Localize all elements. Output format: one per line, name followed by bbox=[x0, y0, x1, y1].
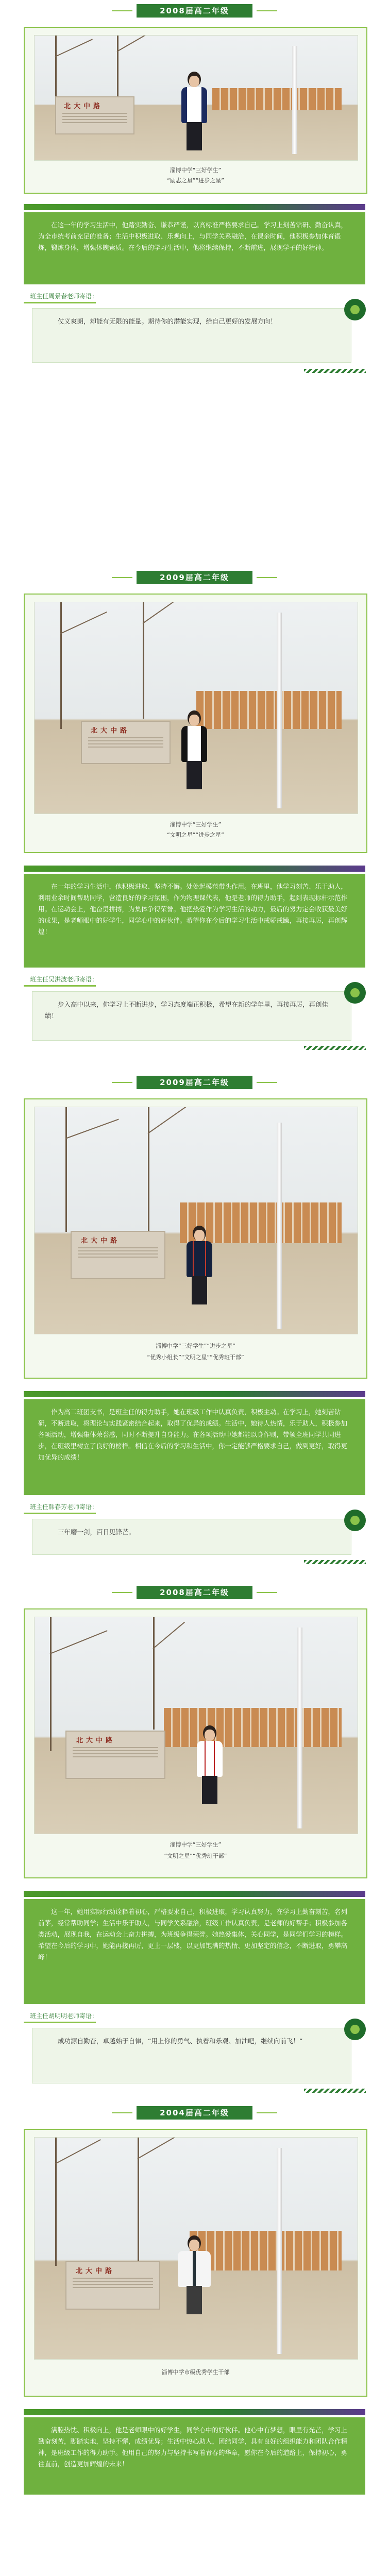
student-figure bbox=[179, 1226, 220, 1308]
photo-caption-line-1: 淄博中学市级优秀学生干部 bbox=[161, 2369, 230, 2376]
student-photo: 北大中路 bbox=[34, 35, 358, 161]
stripe-decoration bbox=[304, 1046, 366, 1050]
student-photo: 北大中路 bbox=[34, 602, 358, 814]
photo-caption-line-1: 淄博中学“三好学生” bbox=[170, 167, 222, 174]
intro-paragraph: 作为高二班团支书，是班主任的得力助手，她在班级工作中认真负责，积极主动。在学习上，她刻苦钻研，不断进取，将理论与实践紧密结合起来，取得了优异的成绩。生活中，她待人热情，乐于助人，积极参加各项活动，增强集体荣誉感，同时不断提升自身能力。在各项活动中她都能以身作则，带领全班同学共同进步，在班级里树立了良好的榜样。相信在今后的学习和生活中，你一定能够严格要求自己，做到更好，取得更加优异的成绩！ bbox=[24, 1399, 365, 1495]
intro-paragraph: 在一年的学习生活中，他积极进取、坚持不懈。处处起模范带头作用。在班里，他学习刻苦、乐于助人，利用业余时间帮助同学，营造良好的学习氛围，作为物理课代表，他是老师的得力助手，起到表现标杆示范作用。在运动会上，他奋勇拼搏，为集体争得荣誉。他把热爱作为学习生活的动力，最后的努力定会收获最美好的成果，是老师眼中的好学生，同学心中的好伙伴。希望你在今后的学习生活中戒骄戒躁，再接再厉，再创辉煌！ bbox=[24, 874, 365, 968]
stripe-decoration bbox=[304, 369, 366, 373]
photo-caption-line-1: 淄博中学“三好学生”“进步之星” bbox=[156, 1343, 235, 1349]
photo-card bbox=[24, 594, 367, 853]
divider-bar bbox=[24, 204, 365, 210]
section-title: 2004届高二年级 bbox=[137, 2106, 252, 2120]
student-photo: 北大中路 bbox=[34, 1617, 358, 1834]
comment-label: 班主任周景春老师寄语： bbox=[30, 293, 98, 300]
student-figure bbox=[168, 2235, 220, 2333]
student-figure bbox=[189, 1725, 230, 1808]
intro-paragraph: 在这一年的学习生活中，他踏实勤奋、谦恭严谨，以高标准严格要求自己。学习上刻苦钻研、勤奋认真，为全市统考前充足的准备；生活中积极进取、乐观向上，与同学关系融洽，在课余时间，他积极参加体育锻炼，锻炼身体，增强体魄素质。在今后的学习生活中，他将继续保持，不断前进，展现学子的好精神。 bbox=[24, 212, 365, 284]
student-photo: 北大中路 bbox=[34, 2137, 358, 2360]
student-figure bbox=[174, 72, 215, 154]
intro-paragraph: 这一年，她用实际行动诠释着初心，严格要求自己，积极进取，学习认真努力，在学习上勤奋刻苦，名列前茅，经常帮助同学；生活中乐于助人，与同学关系融洽，班级工作认真负责，是老师的好帮手；积极参加各类活动，展现自我，在运动会上奋力拼搏，为班级争得荣誉。她热爱集体，关心同学，是同学们学习的榜样。希望在今后的学习中，她能再接再厉，更上一层楼，以更加饱满的热情、更加坚定的信念，不断进取，勇攀高峰！ bbox=[24, 1899, 365, 2004]
divider-bar bbox=[24, 866, 365, 872]
student-figure bbox=[174, 710, 215, 793]
photo-card bbox=[24, 1098, 367, 1379]
comment-dot-icon bbox=[344, 982, 366, 1004]
divider-bar bbox=[24, 1391, 365, 1397]
photo-caption-line-1: 淄博中学“三好学生” bbox=[170, 1841, 222, 1848]
teacher-comment: 三年磨一剑，百日见锋芒。 bbox=[32, 1519, 351, 1555]
teacher-comment: 成功源自勤奋，卓越始于自律，“用上你的勇气、执着和乐观、加油吧，继续向前飞！” bbox=[32, 2028, 351, 2083]
comment-dot-icon bbox=[344, 1510, 366, 1531]
section-title: 2008届高二年级 bbox=[137, 4, 252, 18]
comment-dot-icon bbox=[344, 299, 366, 320]
accent-line bbox=[24, 302, 96, 303]
accent-line bbox=[24, 985, 96, 987]
teacher-comment: 仗义爽朗，却能有无限的能量。期待你的潜能实现，给自己更好的发展方向！ bbox=[32, 308, 351, 363]
divider-bar bbox=[24, 1891, 365, 1897]
photo-caption-line-2: “优秀小组长”“文明之星”“优秀班干部” bbox=[147, 1354, 244, 1361]
photo-caption-line-1: 淄博中学“三好学生” bbox=[170, 821, 222, 828]
photo-caption-line-2: “文明之星”“进步之星” bbox=[167, 832, 224, 838]
intro-paragraph: 满腔热忱、积极向上，他是老师眼中的好学生，同学心中的好伙伴。他心中有梦想，眼里有光芒，学习上勤奋刻苦，脚踏实地，坚持不懈，成绩优异；生活中热心助人，团结同学，具有良好的组织能力和团队合作精神，是班级工作的得力助手。他用自己的努力与坚持书写着青春的华章，愿你在今后的道路上，保持初心，勇往直前，创造更加辉煌的未来！ bbox=[24, 2417, 365, 2495]
photo-caption-line-2: “励志之星”“进步之星” bbox=[167, 177, 224, 184]
stripe-decoration bbox=[304, 1560, 366, 1564]
section-title: 2009届高二年级 bbox=[137, 1076, 252, 1089]
comment-label: 班主任胡明明老师寄语： bbox=[30, 2012, 98, 2020]
photo-card bbox=[24, 27, 367, 194]
divider-bar bbox=[24, 2409, 365, 2415]
section-title: 2009届高二年级 bbox=[137, 571, 252, 584]
comment-dot-icon bbox=[344, 2019, 366, 2040]
section-title: 2008届高二年级 bbox=[137, 1586, 252, 1599]
comment-label: 班主任韩春芳老师寄语： bbox=[30, 1503, 98, 1511]
stripe-decoration bbox=[304, 2089, 366, 2093]
photo-card bbox=[24, 2129, 367, 2397]
accent-line bbox=[24, 2022, 96, 2023]
accent-line bbox=[24, 1513, 96, 1514]
teacher-comment: 步入高中以来，你学习上不断进步，学习态度端正积极，希望在新的学年里，再接再厉，再创佳绩！ bbox=[32, 991, 351, 1041]
photo-card bbox=[24, 1608, 367, 1878]
comment-label: 班主任吴洪波老师寄语： bbox=[30, 976, 98, 983]
student-photo: 北大中路 bbox=[34, 1107, 358, 1334]
photo-caption-line-2: “文明之星”“优秀班干部” bbox=[164, 1853, 227, 1859]
